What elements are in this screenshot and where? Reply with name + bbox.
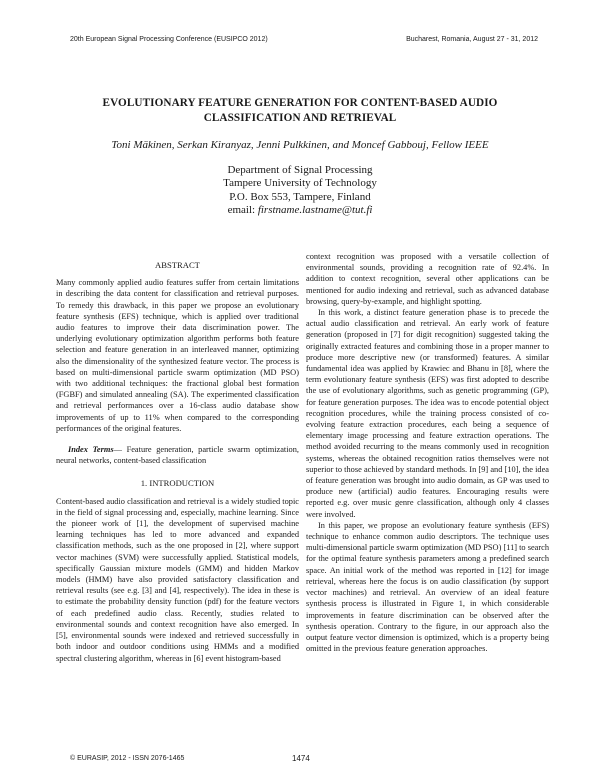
left-column [56,258,299,664]
university: Tampere University of Technology [223,177,377,190]
index-terms-text: — Feature generation, particle swarm optimization, neural networks, content-based classification [56,445,299,466]
paper-title [60,96,540,126]
conference-header: 20th European Signal Processing Conference (EUSIPCO 2012) [70,36,268,43]
title-line-1: EVOLUTIONARY FEATURE GENERATION FOR CONTENT-BASED AUDIO [102,97,498,109]
page-number: 1474 [292,754,310,763]
introduction-heading: 1. INTRODUCTION [140,478,215,489]
right-paragraph-1: context recognition was proposed with a versatile collection of environmental sounds, providing a recognition rate of 92.4%. In addition to context recognition, several other applications can be mentioned for audio indexing and retrieval, such as advanced database browsing, query-by-example, and highlight spotting. [306,252,549,306]
title-line-2: CLASSIFICATION AND RETRIEVAL [203,112,397,124]
email-address[interactable]: firstname.lastname@tut.fi [257,204,373,217]
department: Department of Signal Processing [227,164,373,176]
right-paragraph-2: In this work, a distinct feature generation phase is to precede the actual audio classification and retrieval. An early work of feature generation (proposed in [7] for digit recognition) suggested taking the originally extracted features and combining those in a proper manner to produce more descriptive new (or transformed) features. A similar fundamental idea was applied by Krawiec and Bhanu in [8], where the term evolutionary feature synthesis (EFS) was first adopted to describe the use of evolutionary algorithms, such as genetic programming (GP), for feature generation purposes. The idea was to encode potential object recognition procedures, while the training process consisted of co-evolving feature extraction procedures, each being a sequence of elementary image processing and feature extraction operations. The method avoided recurring to the means commonly used in recognition systems, whereas the obtained recognition ratios themselves were not superior to those achieved by standard methods. In [9] and [10], the idea of feature generation was brought into audio domain, as GP was used to produce new (artificial) audio features. Encouraging results were reported e.g. over music genre classification, although only 4 classes were involved. [306,308,549,519]
right-column [306,251,549,654]
abstract-text: Many commonly applied audio features suffer from certain limitations in describing the data content for classification and retrieval purposes. To remedy this drawback, in this paper we propose an evolutionary feature synthesis (EFS) technique, which is applied over traditional audio features to improve their data discrimination power. The underlying evolutionary optimization algorithm performs both feature selection and feature generation in an interleaved manner, optimizing also the dimensionality of the synthesized feature vector. The process is based on multi-dimensional particle swarm optimization (MD PSO) with two additional techniques: the fractional global best formation (FGBF) and simulated annealing (SA). The experimented classification and retrieval performances over a 16-class audio database show improvements of up to 11% when compared to the corresponding performances of the original features. [56,278,299,433]
location-date-header: Bucharest, Romania, August 27 - 31, 2012 [406,36,538,43]
index-terms [56,444,299,466]
author-list: Toni Mäkinen, Serkan Kiranyaz, Jenni Pulkkinen, and Moncef Gabbouj, Fellow IEEE [111,139,489,151]
copyright-footer: © EURASIP, 2012 - ISSN 2076-1465 [70,755,185,762]
email-label: email: [227,204,256,217]
introduction-text: Content-based audio classification and retrieval is a widely studied topic in the field of signal processing and, especially, machine learning. Since the pioneer work of [1], the development of supervised machine learning techniques has led to more advanced and expanded classification methods, such as the one proposed in [2], where support vector machines (SVM) were successfully applied. Statistical models, specifically Gaussian mixture models (GMM) and hidden Markov models (HMM) have also provided satisfactory classification and retrieval results (see e.g. [3] and [4], respectively). The idea in these is to estimate the probability density function (pdf) for the feature vectors of each predefined audio class. Recently, studies related to environmental sounds and context recognition have also emerged. In [5], environmental sounds were indexed and retrieved successfully in both indoor and outdoor conditions using HMMs and a modified spectral clustering algorithm, whereas in [6] event histogram-based [56,496,299,663]
index-terms-label: Index Terms [68,445,114,455]
email-line [60,204,540,217]
right-paragraph-3: In this paper, we propose an evolutionary feature synthesis (EFS) technique to enhance common audio descriptors. The technique uses multi-dimensional particle swarm optimization (MD PSO) [11] to search for the optimal feature synthesis parameters among a predefined search space. An initial work of the method was reported in [12] for image retrieval, whereas here the focus is on audio classification (by support vector machines) and retrieval. An overview of an ideal feature synthesis process is illustrated in Figure 1, in which considerable improvements in feature discrimination can be observed after the synthesis operation. Contrary to the figure, in our approach also the output feature vector dimension is optimized, which is a property being omitted in the previous feature generation approaches. [306,520,549,654]
address: P.O. Box 553, Tampere, Finland [229,190,371,203]
affiliation-block [60,164,540,218]
abstract-heading: ABSTRACT [155,260,200,270]
